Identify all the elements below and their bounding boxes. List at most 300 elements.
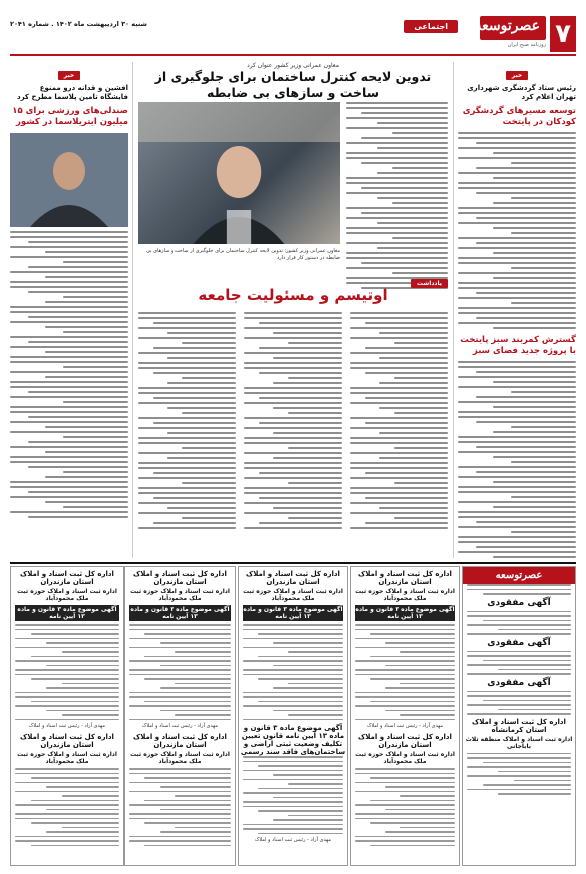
text-line (273, 642, 343, 644)
text-line (458, 137, 576, 139)
text-line (31, 800, 119, 802)
text-line (63, 261, 128, 263)
text-line (458, 157, 576, 159)
text-line (467, 757, 571, 759)
text-line (346, 152, 448, 154)
text-line (144, 777, 231, 779)
text-line (392, 132, 448, 134)
text-line (467, 633, 571, 635)
text-line (385, 809, 455, 811)
center-story (138, 62, 448, 542)
page-number: ۷ (550, 16, 576, 52)
text-line (350, 502, 448, 504)
text-line (244, 502, 342, 504)
ad-signature: مهدی آزاد - رئیس ثبت اسناد و املاک (28, 723, 106, 729)
text-line (346, 242, 448, 244)
news-headline-2: گسترش کمربند سبز پایتخت با پروژه جدید فضای سبز (460, 334, 576, 357)
text-line (273, 507, 342, 509)
text-line (385, 642, 455, 644)
ad-bar: آگهی موضوع ماده ۳ قانون و ماده ۱۳ آیین نامه (130, 606, 230, 620)
text-line (458, 451, 576, 453)
text-line (365, 322, 448, 324)
text-line (129, 660, 231, 662)
text-line (379, 432, 448, 434)
text-line (243, 779, 343, 781)
text-line (160, 665, 231, 667)
text-line (493, 381, 576, 383)
text-line (129, 692, 231, 694)
text-line (493, 506, 576, 508)
text-line (493, 481, 576, 483)
ad-org-sub: اداره ثبت اسناد و املاک حوزه ثبت ملک محمودآباد (130, 751, 230, 765)
text-line (138, 367, 236, 369)
text-line (511, 531, 576, 533)
text-line (467, 766, 571, 768)
text-line (138, 327, 236, 329)
text-line (476, 446, 576, 448)
text-line (182, 342, 236, 344)
text-line (45, 501, 128, 503)
text-line (244, 467, 342, 469)
text-line (511, 162, 576, 164)
text-line (346, 217, 448, 219)
text-line (458, 536, 576, 538)
text-line (350, 387, 448, 389)
text-line (350, 527, 448, 529)
text-line (15, 818, 119, 820)
text-line (458, 386, 576, 388)
text-line (350, 312, 448, 314)
text-line (45, 326, 128, 328)
text-line (10, 396, 128, 398)
text-line (355, 624, 455, 626)
notice-title: آگهی مفقودی (487, 677, 551, 688)
ad-text (463, 611, 575, 635)
text-line (10, 421, 128, 423)
text-line (273, 819, 343, 821)
text-line (346, 107, 448, 109)
text-line (458, 516, 576, 518)
text-line (244, 527, 342, 529)
text-line (182, 412, 236, 414)
text-line (467, 655, 571, 657)
story-headline: تدوین لایحه کنترل ساختمان برای جلوگیری از ساخت و سازهای بی ضابطه (154, 69, 432, 101)
text-line (45, 426, 128, 428)
text-line (493, 277, 576, 279)
column-divider (132, 62, 133, 558)
text-line (15, 840, 119, 842)
text-line (458, 476, 576, 478)
text-line (458, 541, 576, 543)
text-line (129, 696, 231, 698)
text-line (243, 828, 343, 830)
text-line (160, 687, 231, 689)
text-line (379, 457, 448, 459)
text-line (355, 705, 455, 707)
text-line (493, 406, 576, 408)
text-line (46, 665, 119, 667)
logo-subtitle: روزنامه صبح ایران (507, 42, 546, 48)
text-line (394, 377, 448, 379)
text-line (167, 432, 236, 434)
text-line (385, 710, 455, 712)
text-line (63, 366, 128, 368)
text-line (355, 768, 455, 770)
text-line (467, 775, 571, 777)
ad-org-title: اداره کل ثبت اسناد و املاک استان مازندران (20, 570, 114, 586)
text-line (377, 247, 448, 249)
text-line (377, 172, 448, 174)
text-line (350, 477, 448, 479)
text-line (258, 633, 343, 635)
text-line (288, 714, 343, 716)
text-line (182, 377, 236, 379)
ad-bar: آگهی موضوع ماده ۳ قانون و ماده ۱۳ آیین نامه (355, 606, 455, 620)
text-line (346, 182, 448, 184)
text-line (259, 397, 342, 399)
text-line (350, 352, 448, 354)
text-line (355, 818, 455, 820)
text-line (46, 687, 119, 689)
text-line (31, 845, 119, 847)
text-line (355, 840, 455, 842)
text-line (346, 117, 448, 119)
text-line (392, 167, 448, 169)
text-line (10, 336, 128, 338)
text-line (243, 638, 343, 640)
text-line (10, 256, 128, 258)
right-news-column (458, 62, 576, 558)
text-line (355, 638, 455, 640)
text-line (467, 664, 571, 666)
text-line (244, 442, 342, 444)
text-line (346, 127, 448, 129)
text-line (355, 674, 455, 676)
text-line (476, 192, 576, 194)
text-line (350, 492, 448, 494)
text-line (129, 840, 231, 842)
text-line (258, 765, 343, 767)
text-line (63, 296, 128, 298)
text-line (355, 692, 455, 694)
text-line (350, 337, 448, 339)
text-line (385, 687, 455, 689)
text-line (288, 412, 342, 414)
ad-text (463, 651, 575, 675)
text-line (346, 227, 448, 229)
text-line (62, 651, 119, 653)
text-line (153, 347, 236, 349)
text-line (370, 800, 455, 802)
text-line (346, 232, 448, 234)
text-line (15, 669, 119, 671)
text-line (243, 692, 343, 694)
text-line (243, 629, 343, 631)
text-line (273, 332, 342, 334)
text-line (458, 312, 576, 314)
section-label: اجتماعی (404, 20, 458, 33)
text-line (288, 482, 342, 484)
text-line (244, 392, 342, 394)
text-line (346, 177, 448, 179)
ad-text (125, 624, 235, 720)
text-line (138, 527, 236, 529)
text-line (493, 556, 576, 558)
text-line (129, 804, 231, 806)
text-line (476, 167, 576, 169)
text-line (153, 497, 236, 499)
text-line (144, 656, 231, 658)
text-line (379, 407, 448, 409)
ad-text (463, 753, 575, 795)
text-line (458, 282, 576, 284)
text-line (45, 351, 128, 353)
text-line (467, 753, 571, 755)
text-line (259, 322, 342, 324)
text-line (129, 624, 231, 626)
text-line (10, 361, 128, 363)
ad-box (10, 566, 124, 866)
text-line (394, 447, 448, 449)
text-line (273, 797, 343, 799)
text-line (258, 810, 343, 812)
ad-middle-title: آگهی موضوع ماده ۳ قانون و ماده ۱۳ آیین نامه قانون تعیین تکلیف وضعیت ثبتی اراضی و ساختمان‌های فاقد سند رسمی (240, 724, 346, 756)
logo-text: عصرتوسعه (474, 18, 540, 34)
text-line (288, 783, 343, 785)
text-line (288, 683, 343, 685)
text-line (10, 406, 128, 408)
text-line (346, 252, 448, 254)
text-line (476, 421, 576, 423)
text-line (10, 446, 128, 448)
text-line (244, 402, 342, 404)
text-line (458, 376, 576, 378)
text-line (350, 392, 448, 394)
text-line (355, 791, 455, 793)
text-line (243, 801, 343, 803)
text-line (244, 337, 342, 339)
text-line (138, 417, 236, 419)
page-header (10, 14, 576, 54)
text-line (458, 297, 576, 299)
text-line (28, 291, 128, 293)
text-line (129, 638, 231, 640)
text-line (28, 266, 128, 268)
text-line (379, 507, 448, 509)
text-line (458, 441, 576, 443)
text-line (167, 507, 236, 509)
text-line (144, 822, 231, 824)
text-line (138, 437, 236, 439)
text-line (15, 719, 119, 721)
text-line (28, 341, 128, 343)
text-line (483, 700, 571, 702)
text-line (365, 397, 448, 399)
text-line (350, 327, 448, 329)
text-line (138, 427, 236, 429)
text-line (62, 714, 119, 716)
news-headline: توسعه مسیرهای گردشگری کودکان در پایتخت (462, 105, 576, 128)
text-line (160, 710, 231, 712)
ad-org-title: اداره کل ثبت اسناد و املاک استان کرمانشاه (472, 717, 566, 734)
text-line (346, 192, 448, 194)
ad-org-sub: اداره ثبت اسناد و املاک منطقه ثلاث باباجانی (465, 735, 573, 750)
text-line (377, 222, 448, 224)
text-line (385, 665, 455, 667)
text-line (28, 441, 128, 443)
text-line (244, 317, 342, 319)
text-line (350, 402, 448, 404)
text-line (458, 366, 576, 368)
text-line (273, 774, 343, 776)
text-line (258, 788, 343, 790)
text-line (10, 281, 128, 283)
photo-caption: معاون عمرانی وزیر کشور: تدوین لایحه کنترل ساختمان برای جلوگیری از ساخت و سازهای بی ضابطه در دستور کار قرار دارد (145, 248, 340, 261)
text-line (394, 482, 448, 484)
text-line (511, 302, 576, 304)
text-line (288, 815, 343, 817)
text-line (493, 327, 576, 329)
text-line (458, 511, 576, 513)
text-line (476, 371, 576, 373)
text-line (129, 782, 231, 784)
official-photo (138, 102, 340, 244)
text-line (10, 321, 128, 323)
text-line (379, 332, 448, 334)
text-line (160, 786, 231, 788)
text-line (45, 476, 128, 478)
text-line (63, 331, 128, 333)
text-line (175, 795, 231, 797)
text-line (258, 656, 343, 658)
text-line (167, 332, 236, 334)
text-line (355, 660, 455, 662)
ad-org-sub: اداره ثبت اسناد و املاک حوزه ثبت ملک محمودآباد (130, 588, 230, 602)
text-line (370, 822, 455, 824)
ad-signature: مهدی آزاد - رئیس ثبت اسناد و املاک (141, 723, 219, 729)
text-line (144, 633, 231, 635)
ad-text (11, 768, 123, 846)
text-line (483, 762, 571, 764)
text-line (10, 231, 128, 233)
text-line (10, 371, 128, 373)
ad-org-title: اداره کل ثبت اسناد و املاک استان مازندران (358, 733, 452, 749)
text-line (458, 237, 576, 239)
text-line (355, 629, 455, 631)
text-line (129, 719, 231, 721)
text-line (355, 804, 455, 806)
portrait-photo (10, 133, 128, 227)
text-line (244, 352, 342, 354)
text-line (138, 502, 236, 504)
text-line (15, 629, 119, 631)
text-line (394, 412, 448, 414)
text-line (458, 501, 576, 503)
text-line (467, 584, 571, 586)
note-body (138, 312, 448, 537)
text-line (467, 624, 571, 626)
text-line (129, 674, 231, 676)
text-line (182, 447, 236, 449)
ad-box (238, 566, 348, 866)
text-line (273, 407, 342, 409)
text-line (483, 660, 571, 662)
news-tag: خبر (506, 71, 529, 80)
text-line (10, 271, 128, 273)
text-line (483, 593, 571, 595)
text-line (243, 647, 343, 649)
text-line (244, 387, 342, 389)
text-line (129, 813, 231, 815)
text-line (350, 452, 448, 454)
left-news-column (10, 62, 128, 558)
text-line (400, 714, 455, 716)
text-line (511, 267, 576, 269)
text-line (350, 442, 448, 444)
text-line (350, 462, 448, 464)
text-line (15, 773, 119, 775)
text-line (138, 452, 236, 454)
text-line (62, 683, 119, 685)
text-line (243, 792, 343, 794)
text-line (62, 827, 119, 829)
text-line (476, 292, 576, 294)
text-line (458, 222, 576, 224)
text-line (458, 187, 576, 189)
text-line (160, 642, 231, 644)
text-line (129, 773, 231, 775)
text-line (10, 386, 128, 388)
text-line (476, 521, 576, 523)
text-line (10, 481, 128, 483)
text-line (458, 322, 576, 324)
text-line (46, 642, 119, 644)
text-line (138, 442, 236, 444)
text-line (259, 472, 342, 474)
text-line (46, 831, 119, 833)
text-line (476, 317, 576, 319)
text-line (400, 795, 455, 797)
text-line (493, 202, 576, 204)
text-line (467, 691, 571, 693)
text-line (10, 246, 128, 248)
text-line (243, 696, 343, 698)
text-line (28, 516, 128, 518)
text-line (129, 647, 231, 649)
text-line (138, 492, 236, 494)
text-line (10, 286, 128, 288)
text-line (288, 377, 342, 379)
text-line (129, 669, 231, 671)
text-line (476, 242, 576, 244)
text-line (458, 207, 576, 209)
text-line (243, 719, 343, 721)
text-line (153, 422, 236, 424)
text-line (458, 307, 576, 309)
text-line (138, 467, 236, 469)
text-line (511, 391, 576, 393)
ad-org-sub: اداره ثبت اسناد و املاک حوزه ثبت ملک محمودآباد (17, 588, 117, 602)
text-line (458, 257, 576, 259)
text-line (361, 137, 448, 139)
text-line (355, 696, 455, 698)
text-line (138, 392, 236, 394)
text-line (288, 342, 342, 344)
text-line (346, 207, 448, 209)
ad-org-sub: اداره ثبت اسناد و املاک حوزه ثبت ملک محمودآباد (355, 751, 455, 765)
text-line (45, 301, 128, 303)
text-line (153, 472, 236, 474)
